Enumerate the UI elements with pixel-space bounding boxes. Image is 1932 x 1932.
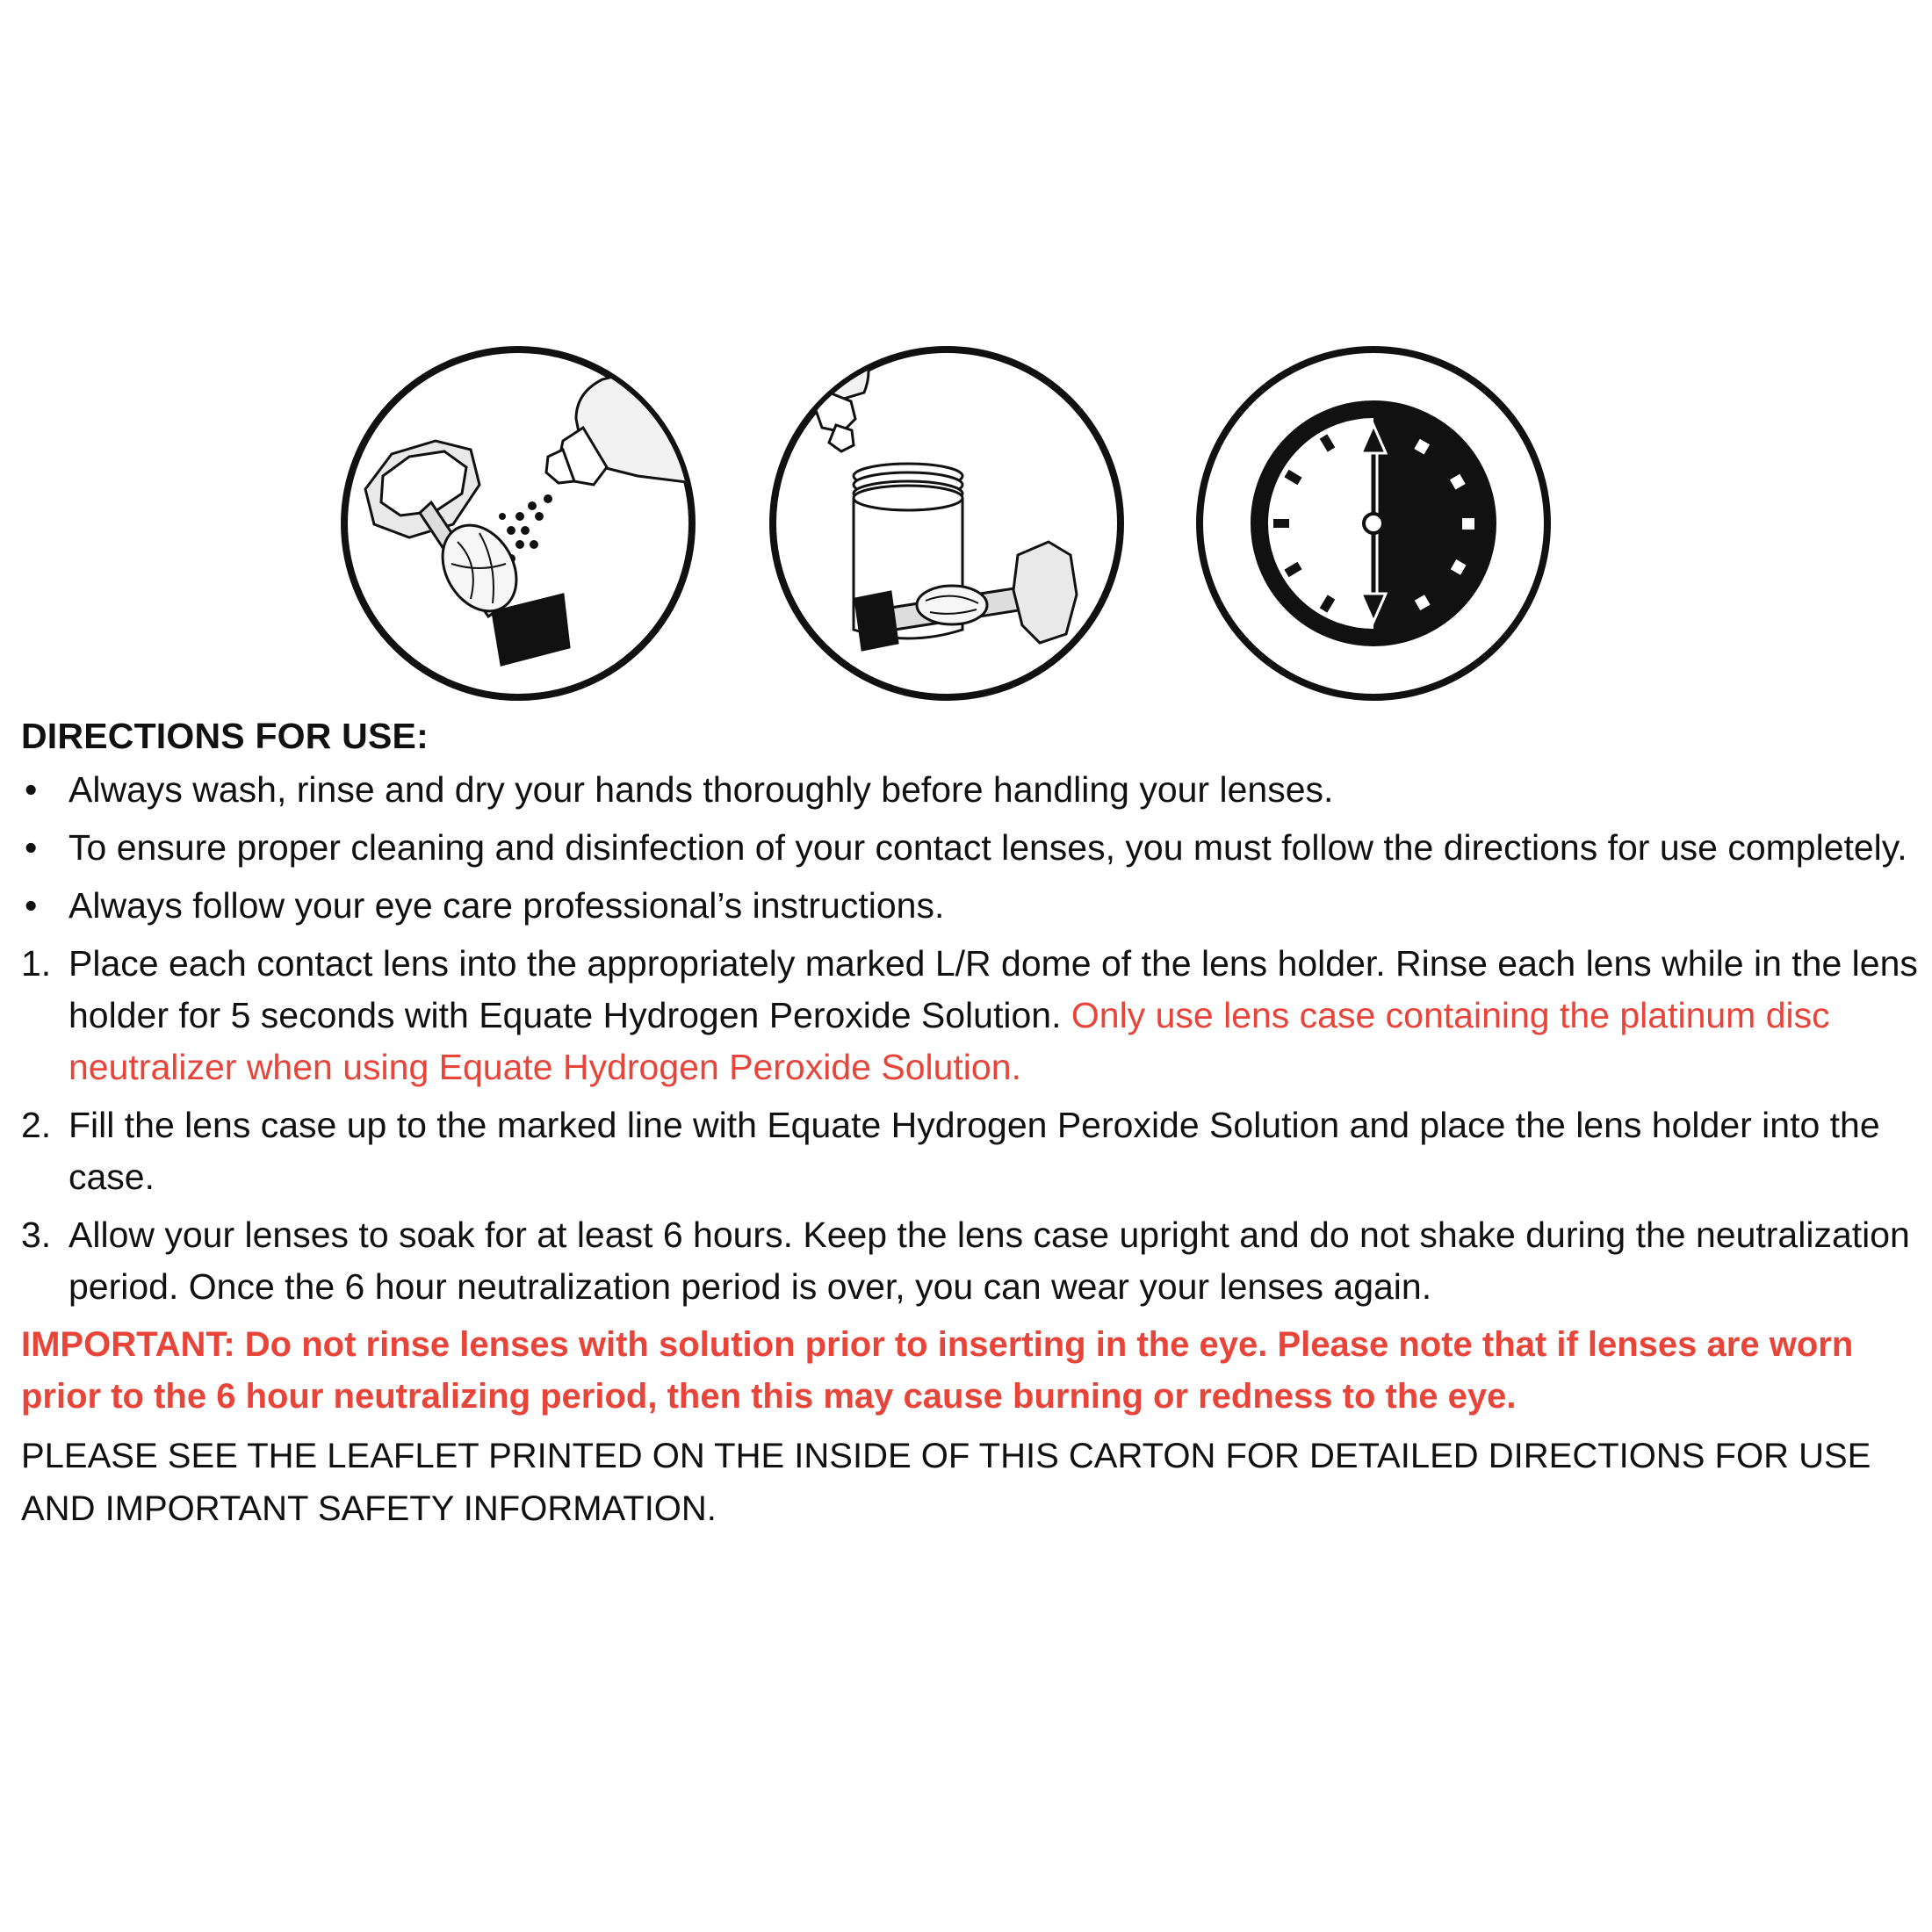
- important-warning: IMPORTANT: Do not rinse lenses with solution prior to inserting in the eye. Please note that if lenses are worn prior to the 6 hour neutralizing period, then this may cause burning or redness to the eye.: [21, 1325, 1854, 1416]
- directions-heading: DIRECTIONS FOR USE:: [21, 716, 429, 756]
- bullet-text: Always wash, rinse and dry your hands thoroughly before handling your lenses.: [68, 769, 1334, 810]
- bullet-marker: •: [25, 885, 38, 926]
- six-hour-timer-icon: [1194, 344, 1553, 703]
- bullet-item: [21, 764, 1918, 816]
- step-warning: Only use lens case containing the platinum disc neutralizer when using Equate Hydrogen Peroxide Solution.: [68, 995, 1830, 1087]
- icons-row: [0, 344, 1932, 704]
- bullet-marker: •: [25, 827, 38, 868]
- step-item: [21, 1209, 1918, 1313]
- step-number: 2.: [21, 1105, 52, 1145]
- directions-section: [21, 713, 1918, 1535]
- step-number: 3.: [21, 1215, 52, 1255]
- rinse-lens-holder-icon: [339, 344, 697, 703]
- step-item: [21, 938, 1918, 1093]
- bullet-text: Always follow your eye care professional’s instructions.: [68, 885, 945, 926]
- bullet-item: [21, 880, 1918, 932]
- bullet-item: [21, 822, 1918, 874]
- step-text: Fill the lens case up to the marked line with Equate Hydrogen Peroxide Solution and place the lens holder into the case.: [68, 1105, 1880, 1197]
- step-item: [21, 1099, 1918, 1203]
- step-text: Allow your lenses to soak for at least 6 hours. Keep the lens case upright and do not shake during the neutralization period. Once the 6 hour neutralization period is over, you can wear your lenses again.: [68, 1215, 1910, 1307]
- bullet-text: To ensure proper cleaning and disinfection of your contact lenses, you must follow the directions for use completely.: [68, 827, 1907, 868]
- step-text: Place each contact lens into the appropriately marked L/R dome of the lens holder. Rinse each lens while in the lens holder for 5 seconds with Equate Hydrogen Peroxide Solution.: [68, 943, 1918, 1035]
- fill-lens-case-icon: [768, 344, 1126, 703]
- leaflet-notice: PLEASE SEE THE LEAFLET PRINTED ON THE INSIDE OF THIS CARTON FOR DETAILED DIRECTIONS FOR USE AND IMPORTANT SAFETY INFORMATION.: [21, 1437, 1871, 1528]
- step-number: 1.: [21, 943, 52, 984]
- bullet-marker: •: [25, 769, 38, 810]
